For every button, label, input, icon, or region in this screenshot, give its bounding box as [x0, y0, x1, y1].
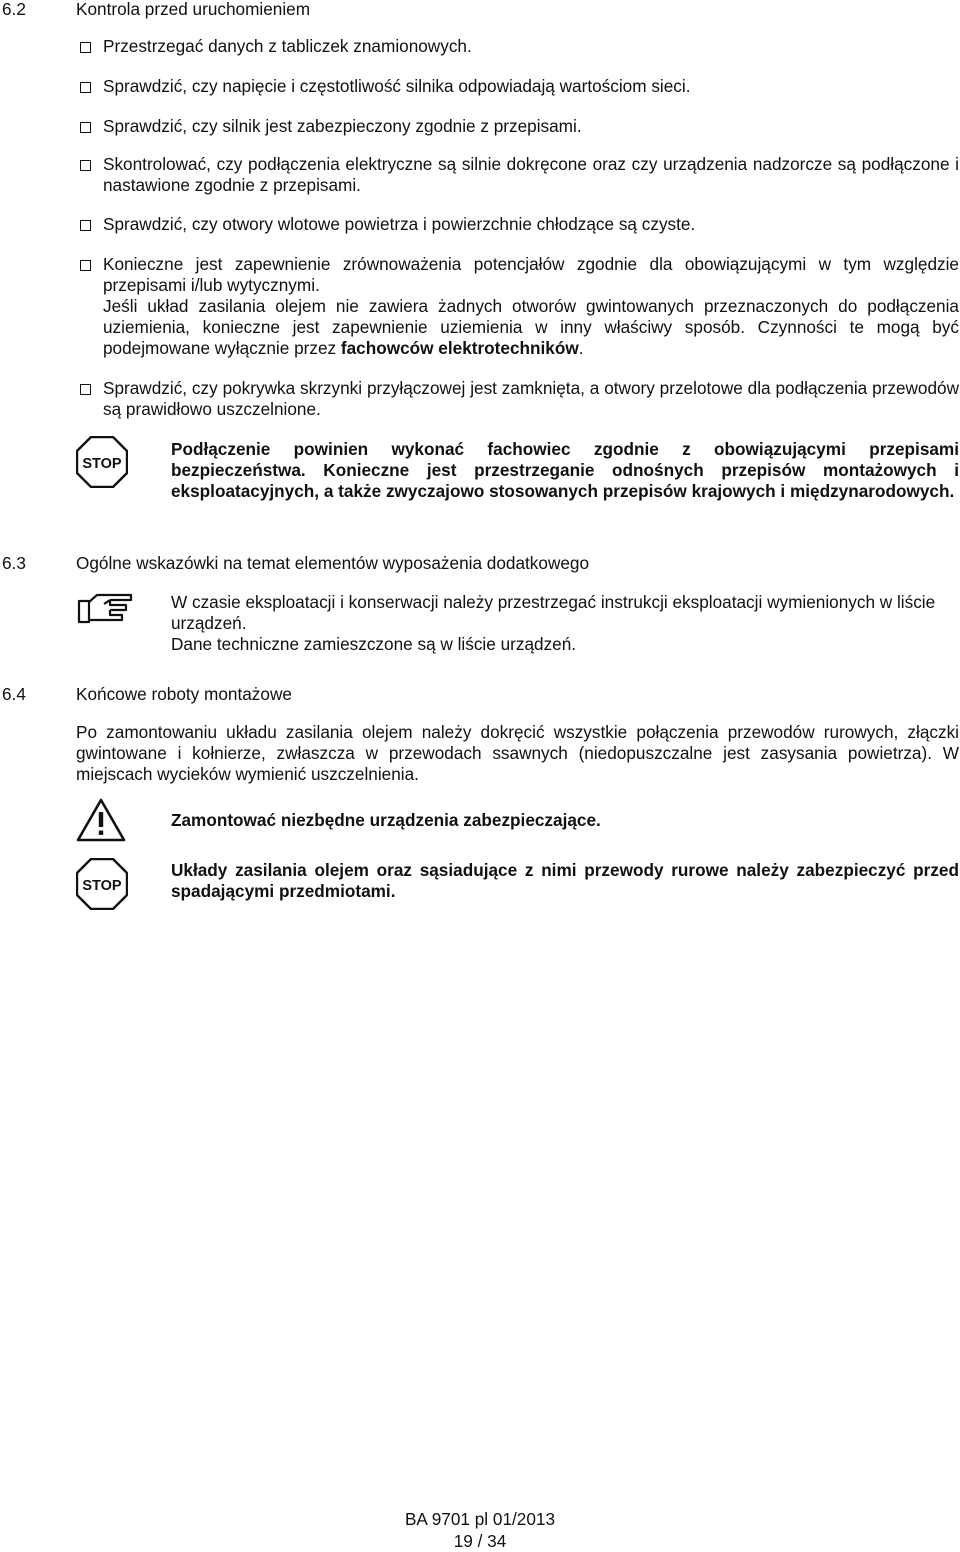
section-number: 6.3	[2, 553, 26, 573]
stop-sign-label: STOP	[82, 878, 122, 894]
emphasis-text: fachowców elektrotechników	[340, 338, 579, 358]
section-title: Końcowe roboty montażowe	[76, 684, 292, 704]
list-item: Sprawdzić, czy otwory wlotowe powietrza i powierzchnie chłodzące są czyste.	[103, 214, 696, 234]
list-item: Skontrolować, czy podłączenia elektryczne są silnie dokręcone oraz czy urządzenia nadzorcze są podłączone i nastawione zgodnie z przepisami.	[103, 154, 959, 195]
stop-sign-label: STOP	[82, 456, 122, 472]
list-item-text-part: .	[578, 338, 584, 358]
info-note-text: Dane techniczne zamieszczone są w liście urządzeń.	[171, 634, 577, 654]
stop-sign-icon	[76, 436, 128, 488]
list-item: Sprawdzić, czy napięcie i częstotliwość silnika odpowiadają wartościom sieci.	[103, 76, 691, 96]
pointing-hand-icon	[76, 590, 134, 626]
checkbox-icon	[80, 122, 91, 133]
info-note-text: W czasie eksploatacji i konserwacji należy przestrzegać instrukcji eksploatacji wymienionych w liście urządzeń.	[171, 592, 936, 633]
checkbox-icon	[80, 160, 91, 171]
list-item: Sprawdzić, czy pokrywka skrzynki przyłączowej jest zamknięta, a otwory przelotowe dla podłączenia przewodów są prawidłowo uszczelnione.	[103, 378, 959, 419]
stop-sign-icon	[76, 858, 128, 910]
stop-note: Układy zasilania olejem oraz sąsiadujące z nimi przewody rurowe należy zabezpieczyć przed spadającymi przedmiotami.	[171, 860, 959, 901]
page-number: 19 / 34	[453, 1531, 507, 1551]
section-title: Kontrola przed uruchomieniem	[76, 0, 311, 19]
list-item: Sprawdzić, czy silnik jest zabezpieczony zgodnie z przepisami.	[103, 116, 582, 136]
stop-note: Podłączenie powinien wykonać fachowiec zgodnie z obowiązującymi przepisami bezpieczeństwa. Konieczne jest przestrzeganie odnośnych przepisów montażowych i eksploatacyjnych, a także zwyczajowo stosowanych przepisów krajowych i międzynarodowych.	[171, 439, 959, 501]
list-item-text-part: Jeśli układ zasilania olejem nie zawiera żadnych otworów gwintowanych przeznaczonych do podłączenia uziemienia, konieczne jest zapewnienie uziemienia w inny właściwy sposób. Czynności te mogą być podejmowane wyłącznie przez	[103, 296, 959, 358]
paragraph: Po zamontowaniu układu zasilania olejem należy dokręcić wszystkie połączenia przewodów rurowych, złączki gwintowane i kołnierze, zwłaszcza w przewodach ssawnych (niedopuszczalne jest zasysania powietrza). W miejscach wycieków wymienić uszczelnienia.	[76, 722, 959, 784]
list-item	[103, 254, 959, 359]
warning-note: Zamontować niezbędne urządzenia zabezpieczające.	[171, 810, 601, 830]
document-code: BA 9701 pl 01/2013	[404, 1509, 556, 1529]
checkbox-icon	[80, 42, 91, 53]
list-item-text	[103, 296, 959, 359]
warning-triangle-icon	[76, 798, 126, 842]
checkbox-icon	[80, 260, 91, 271]
info-note	[171, 592, 959, 655]
section-number: 6.4	[2, 684, 26, 704]
list-item-text: Konieczne jest zapewnienie zrównoważenia potencjałów zgodnie dla obowiązującymi w tym względzie przepisami i/lub wytycznymi.	[103, 254, 959, 295]
checkbox-icon	[80, 384, 91, 395]
list-item: Przestrzegać danych z tabliczek znamionowych.	[103, 36, 472, 56]
checkbox-icon	[80, 82, 91, 93]
checkbox-icon	[80, 220, 91, 231]
section-title: Ogólne wskazówki na temat elementów wyposażenia dodatkowego	[76, 553, 590, 573]
section-number: 6.2	[2, 0, 26, 19]
